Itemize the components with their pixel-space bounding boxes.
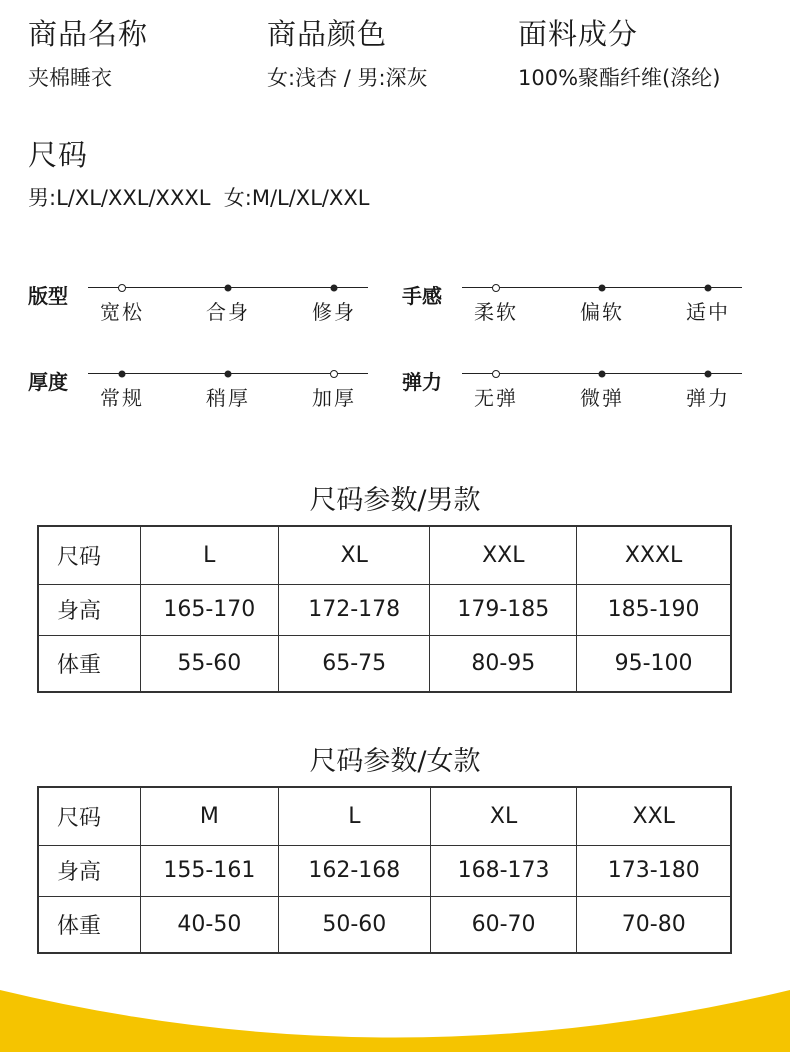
- table-cell: 80-95: [430, 635, 577, 692]
- scale-marker-selected: [225, 370, 232, 377]
- scale-marker: [118, 284, 126, 292]
- table-cell: XL: [278, 526, 430, 584]
- scale-option: 适中: [686, 300, 730, 324]
- table-row-header: 尺码: [38, 526, 140, 584]
- table-row: [38, 845, 731, 896]
- product-color-title: 商品颜色: [267, 17, 388, 51]
- scale-marker: [119, 370, 126, 377]
- scale-option: 宽松: [100, 300, 144, 324]
- table-cell: 185-190: [577, 584, 731, 635]
- table-row: [38, 635, 731, 692]
- size-list: 男:L/XL/XXL/XXXL 女:M/L/XL/XXL: [28, 186, 370, 210]
- scale-option: 合身: [206, 300, 250, 324]
- table-cell: 172-178: [278, 584, 430, 635]
- scale-label: 版型: [28, 284, 68, 308]
- scale-option: 稍厚: [206, 386, 250, 410]
- scale-marker: [705, 284, 712, 291]
- scale-option: 常规: [100, 386, 144, 410]
- table-cell: XXXL: [577, 526, 731, 584]
- women-size-table: [37, 786, 732, 954]
- table-cell: 173-180: [577, 845, 731, 896]
- scale-marker: [705, 370, 712, 377]
- scale-option: 加厚: [312, 386, 356, 410]
- table-cell: XL: [430, 787, 577, 845]
- table-cell: 65-75: [278, 635, 430, 692]
- table-cell: 179-185: [430, 584, 577, 635]
- table-row-header: 体重: [38, 896, 140, 953]
- scale-label: 厚度: [28, 370, 68, 394]
- men-size-table: [37, 525, 732, 693]
- product-name-title: 商品名称: [28, 17, 149, 51]
- fabric-value: 100%聚酯纤维(涤纶): [518, 66, 721, 90]
- scale-option: 微弹: [580, 386, 624, 410]
- scale-option: 弹力: [686, 386, 730, 410]
- table-cell: 50-60: [279, 896, 431, 953]
- size-title: 尺码: [28, 138, 89, 172]
- scale-marker: [330, 370, 338, 378]
- table-cell: 168-173: [430, 845, 577, 896]
- scale-label: 手感: [402, 284, 442, 308]
- scale-marker-selected: [599, 370, 606, 377]
- table-row-header: 体重: [38, 635, 140, 692]
- men-table-title: 尺码参数/男款: [309, 485, 481, 516]
- scale-label: 弹力: [402, 370, 442, 394]
- scale-marker: [492, 284, 500, 292]
- fabric-title: 面料成分: [518, 17, 639, 51]
- women-table-title: 尺码参数/女款: [309, 746, 481, 777]
- table-cell: XXL: [577, 787, 731, 845]
- table-cell: M: [140, 787, 278, 845]
- scale-option: 无弹: [474, 386, 518, 410]
- scale-marker: [331, 284, 338, 291]
- scale-option: 偏软: [580, 300, 624, 324]
- scale-marker-selected: [225, 284, 232, 291]
- table-cell: L: [279, 787, 431, 845]
- scale-marker: [492, 370, 500, 378]
- table-row: [38, 584, 731, 635]
- table-cell: 55-60: [140, 635, 278, 692]
- table-cell: 40-50: [140, 896, 278, 953]
- scale-marker-selected: [599, 284, 606, 291]
- table-cell: XXL: [430, 526, 577, 584]
- scale-option: 柔软: [474, 300, 518, 324]
- scale-option: 修身: [312, 300, 356, 324]
- table-row: [38, 896, 731, 953]
- table-cell: 165-170: [140, 584, 278, 635]
- table-cell: 60-70: [430, 896, 577, 953]
- table-row-header: 身高: [38, 845, 140, 896]
- product-name-value: 夹棉睡衣: [28, 66, 112, 90]
- table-row-header: 尺码: [38, 787, 140, 845]
- table-cell: 155-161: [140, 845, 278, 896]
- table-row: [38, 526, 731, 584]
- table-cell: 95-100: [577, 635, 731, 692]
- table-row: [38, 787, 731, 845]
- product-color-value: 女:浅杏 / 男:深灰: [267, 66, 428, 90]
- table-cell: L: [140, 526, 278, 584]
- table-cell: 70-80: [577, 896, 731, 953]
- table-row-header: 身高: [38, 584, 140, 635]
- table-cell: 162-168: [279, 845, 431, 896]
